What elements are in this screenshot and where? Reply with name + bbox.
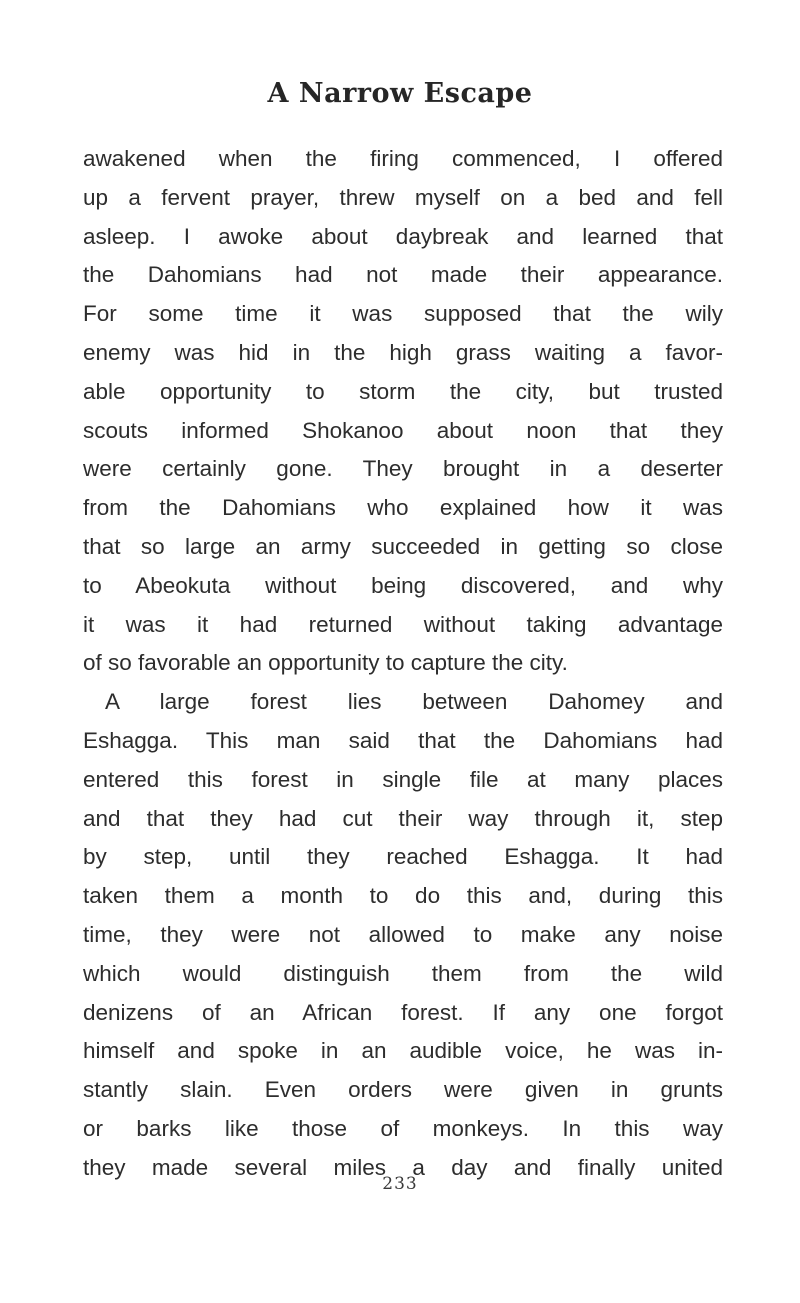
text-line: enemy was hid in the high grass waiting a favor- (83, 339, 723, 365)
text-line: were certainly gone. They brought in a deserter (83, 456, 723, 482)
text-line: that so large an army succeeded in getting so close (83, 533, 723, 559)
text-line: himself and spoke in an audible voice, he was in- (83, 1038, 723, 1064)
text-line: or barks like those of monkeys. In this way (83, 1115, 723, 1141)
page-number: 233 (382, 1174, 418, 1194)
text-line: For some time it was supposed that the wily (83, 301, 723, 327)
text-line: of so favorable an opportunity to capture the city. (83, 650, 568, 676)
text-line: asleep. I awoke about daybreak and learned that (83, 223, 723, 249)
text-line: time, they were not allowed to make any noise (83, 921, 723, 947)
text-line: stantly slain. Even orders were given in grunts (83, 1077, 723, 1103)
text-line: entered this forest in single file at many places (83, 766, 723, 792)
text-line: taken them a month to do this and, during this (83, 883, 723, 909)
paragraph-start-line: A large forest lies between Dahomey and (105, 689, 723, 715)
text-line: from the Dahomians who explained how it was (83, 495, 723, 521)
text-line: the Dahomians had not made their appearance. (83, 262, 723, 288)
text-line: awakened when the firing commenced, I offered (83, 146, 723, 171)
text-line: to Abeokuta without being discovered, and why (83, 572, 723, 598)
text-line: by step, until they reached Eshagga. It had (83, 844, 723, 870)
text-line: able opportunity to storm the city, but trusted (83, 378, 723, 404)
text-line: they made several miles a day and finally united (83, 1154, 723, 1180)
text-line: up a fervent prayer, threw myself on a bed and fell (83, 184, 723, 210)
text-line: denizens of an African forest. If any one forgot (83, 999, 723, 1025)
text-line: Eshagga. This man said that the Dahomians had (83, 727, 723, 753)
text-line: scouts informed Shokanoo about noon that they (83, 417, 723, 443)
text-line: which would distinguish them from the wild (83, 960, 723, 986)
running-head: A Narrow Escape (267, 78, 533, 109)
text-line: and that they had cut their way through it, step (83, 805, 723, 831)
body-text (83, 140, 723, 1188)
text-line: it was it had returned without taking advantage (83, 611, 723, 637)
